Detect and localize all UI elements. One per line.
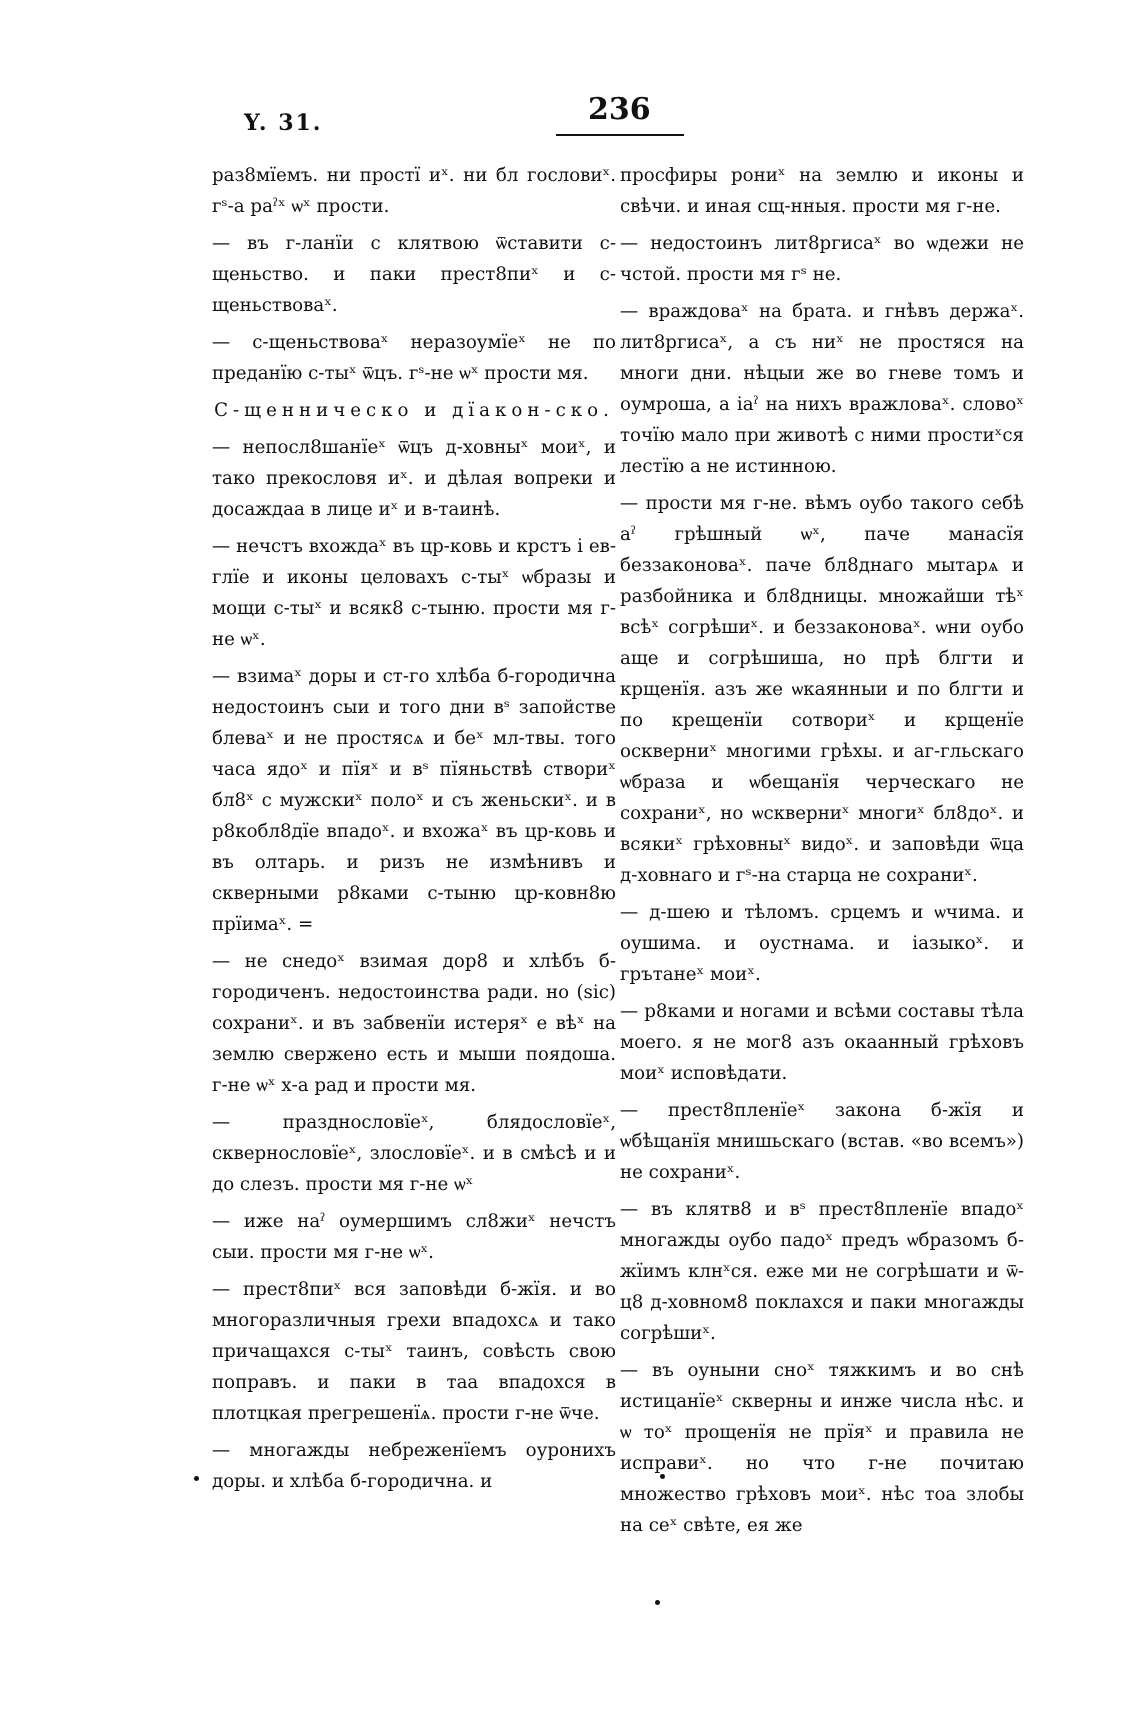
header-verse-ref: Y. 31. [244,110,323,136]
paragraph: — прости мя г-не. вѣмъ оубо такого себѣ аˀ грѣшный ѡˣ, паче манасїя беззаконоваˣ. паче бл8днаго мытарѧ и разбойника и бл8дницы. множайши тѣˣ всѣˣ согрѣшиˣ. и беззаконоваˣ. ѡни оубо аще и согрѣшиша, но прѣ блгти и крщенїя. азъ же ѡкаянныи и по блгти и по крещенїи сотвориˣ и крщенїе оскверниˣ многими грѣхы. и аг-гльскаго ѡбраза и ѡбещанїя черческаго не сохраниˣ, но ѡскверниˣ многиˣ бл8доˣ. и всякиˣ грѣховныˣ видоˣ. и заповѣди ѿца д-ховнаго и гˢ-на старца не сохраниˣ. [620,493,1024,886]
paragraph: — недостоинъ лит8ргисаˣ во ѡдежи не чстой. прости мя гˢ не. [620,233,1024,285]
stray-mark [655,1600,660,1605]
paragraph: — празднословїеˣ, блядословїеˣ, сквернословїеˣ, злословїеˣ. и в смѣсѣ и и до слезъ. прости мя г-не ѡˣ [212,1112,616,1195]
paragraph: — не снедоˣ взимая дор8 и хлѣбъ б-городиченъ. недостоинства ради. но (sic) сохраниˣ. и въ забвенїи истеряˣ е вѣˣ на землю свержено есть и мыши поядоша. г-не ѡˣ х-а рад и прости мя. [212,951,616,1096]
paragraph: — иже наˀ оумершимъ сл8жиˣ нечстъ сыи. прости мя г-не ѡˣ. [212,1211,616,1263]
paragraph: — нечстъ вхождаˣ въ цр-ковь и крстъ і ев-глїе и иконы целовахъ с-тыˣ ѡбразы и мощи с-тыˣ и всяк8 с-тыню. прости мя г-не ѡˣ. [212,536,616,650]
paragraph: раз8мїемъ. ни простї иˣ. ни бл гословиˣ. гˢ-а раˀˣ ѡˣ прости. [212,165,616,217]
section-heading: С-щенническо и дїакон-ско. [214,400,614,421]
paragraph: — с-щеньствоваˣ неразоумїеˣ не по преданїю с-тыˣ ѿцъ. гˢ-не ѡˣ прости мя. [212,332,616,384]
paragraph: — р8ками и ногами и всѣми составы тѣла моего. я не мог8 азъ окаанный грѣховъ моиˣ исповѣдати. [620,1001,1024,1084]
page-number: 236 [588,92,651,127]
stray-mark [194,1476,199,1481]
paragraph: — взимаˣ доры и ст-го хлѣба б-городична недостоинъ сыи и того дни вˢ запойстве блеваˣ и не простясѧ и беˣ мл-твы. того часа ядоˣ и пїяˣ и вˢ пїяньствѣ створиˣ бл8ˣ с мужскиˣ полоˣ и съ женьскиˣ. и в р8кобл8дїе впадоˣ. и вхожаˣ въ цр-ковь и въ олтарь. и ризъ не измѣнивъ и скверными р8ками с-тыню цр-ковн8ю прїимаˣ. = [212,666,616,935]
paragraph: — въ оуныни сноˣ тяжкимъ и во снѣ истицанїеˣ скверны и инже числа нѣс. и ѡ тоˣ прощенїя не прїяˣ и правила не исправиˣ. но что г-не почитаю множество грѣховъ моиˣ. нѣс тоа злобы на сеˣ свѣте, ея же [620,1360,1024,1536]
paragraph: — непосл8шанїеˣ ѿцъ д-ховныˣ моиˣ, и тако прекословя иˣ. и дѣлая вопреки и досаждаа в лице иˣ и в-таинѣ. [212,437,616,520]
paragraph: — въ клятв8 и вˢ прест8пленїе впадоˣ многажды оубо падоˣ предъ ѡбразомъ б-жїимъ клнˣся. еже ми не согрѣшати и ѿ-ц8 д-ховном8 поклахся и паки многажды согрѣшиˣ. [620,1199,1024,1344]
stray-mark [660,1474,665,1479]
paragraph: — д-шею и тѣломъ. срцемъ и ѡчима. и оушима. и оустнама. и іазыкоˣ. и грътанеˣ моиˣ. [620,902,1024,985]
header-rule [556,134,684,136]
paragraph: — враждоваˣ на брата. и гнѣвъ держаˣ. лит8ргисаˣ, а съ ниˣ не простяся на многи дни. нѣцыи же во гневе томъ и оумроша, а іаˀ на нихъ вражловаˣ. словоˣ точїю мало при животѣ с ними простиˣся лестїю а не истинною. [620,301,1024,477]
paragraph: — прест8пиˣ вся заповѣди б-жїя. и во многоразличныя грехи впадохсѧ и тако причащахся с-тыˣ таинъ, совѣсть свою поправъ. и паки в таа впадохся в плотцкая прегрешенїѧ. прости г-не ѿче. [212,1279,616,1424]
right-column [620,160,1024,1547]
paragraph: — многажды небреженїемъ оуронихъ доры. и хлѣба б-городична. и [212,1440,616,1492]
paragraph: просфиры рониˣ на землю и иконы и свѣчи. и иная сщ-нныя. прости мя г-не. [620,165,1024,217]
left-column [212,160,616,1503]
paragraph: — въ г-ланїи с клятвою ѿставити с-щеньство. и паки прест8пиˣ и с-щеньствоваˣ. [212,233,616,316]
paragraph: — прест8пленїеˣ закона б-жїя и ѡбѣщанїя мнишьскаго (встав. «во всемъ») не сохраниˣ. [620,1100,1024,1183]
